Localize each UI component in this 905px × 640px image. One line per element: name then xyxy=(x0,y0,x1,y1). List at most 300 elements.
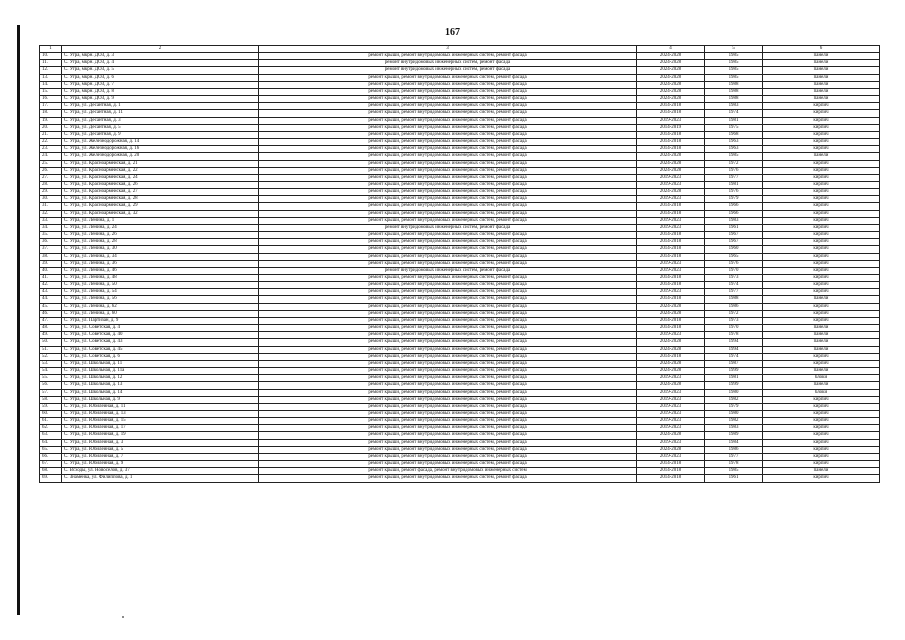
year-built-cell: 1983 xyxy=(705,217,763,224)
address-cell: С. Угра, ул. Красноармейская, д. 28 xyxy=(62,196,259,203)
wall-material-cell: кирпич xyxy=(763,418,880,425)
period-cell: 2024-2028 xyxy=(637,160,705,167)
work-type-cell: ремонт крыши, ремонт внутридомовых инженерных систем, ремонт фасада xyxy=(259,153,637,160)
year-built-cell: 1980 xyxy=(705,410,763,417)
address-cell: С. Угра, ул. Красноармейская, д. 27 xyxy=(62,189,259,196)
work-type-cell: ремонт крыши, ремонт внутридомовых инженерных систем, ремонт фасада xyxy=(259,74,637,81)
address-cell: С. Угра, мкрн. ДОЗ, д. 3 xyxy=(62,53,259,60)
wall-material-cell: кирпич xyxy=(763,210,880,217)
register-table xyxy=(39,45,880,483)
year-built-cell: 1979 xyxy=(705,196,763,203)
table-row xyxy=(40,418,880,425)
period-cell: 2024-2028 xyxy=(637,53,705,60)
address-cell: С. Угра, ул. Красноармейская, д. 22 xyxy=(62,167,259,174)
row-index-cell: 48. xyxy=(40,325,62,332)
year-built-cell: 1966 xyxy=(705,210,763,217)
row-index-cell: 56. xyxy=(40,382,62,389)
table-row xyxy=(40,425,880,432)
address-cell: С. Угра, ул. Юбилейная, д. 15 xyxy=(62,418,259,425)
wall-material-cell: панели xyxy=(763,67,880,74)
work-type-cell: ремонт крыши, ремонт внутридомовых инженерных систем, ремонт фасада xyxy=(259,375,637,382)
row-index-cell: 34. xyxy=(40,224,62,231)
period-cell: 2014-2018 xyxy=(637,253,705,260)
address-cell: С. Угра, ул. Десантная, д. 11 xyxy=(62,110,259,117)
work-type-cell: ремонт крыши, ремонт внутридомовых инженерных систем, ремонт фасада xyxy=(259,196,637,203)
wall-material-cell: кирпич xyxy=(763,303,880,310)
year-built-cell: 1976 xyxy=(705,167,763,174)
address-cell: С. Угра, мкрн. ДОЗ, д. 4 xyxy=(62,60,259,67)
row-index-cell: 51. xyxy=(40,346,62,353)
year-built-cell: 1963 xyxy=(705,146,763,153)
work-type-cell: ремонт внутридомовых инженерных систем, ремонт фасада xyxy=(259,267,637,274)
period-cell: 2019-2023 xyxy=(637,181,705,188)
wall-material-cell: кирпич xyxy=(763,282,880,289)
row-index-cell: 18. xyxy=(40,110,62,117)
work-type-cell: ремонт крыши, ремонт внутридомовых инженерных систем, ремонт фасада xyxy=(259,396,637,403)
address-cell: С. Угра, ул. Ленина, д. 1 xyxy=(62,217,259,224)
period-cell: 2014-2018 xyxy=(637,239,705,246)
year-built-cell: 1985 xyxy=(705,468,763,475)
work-type-cell: ремонт крыши, ремонт внутридомовых инженерных систем, ремонт фасада xyxy=(259,275,637,282)
wall-material-cell: кирпич xyxy=(763,453,880,460)
column-number-header: 5 xyxy=(705,46,763,53)
year-built-cell: 1982 xyxy=(705,396,763,403)
table-row xyxy=(40,375,880,382)
year-built-cell: 1985 xyxy=(705,153,763,160)
table-row xyxy=(40,296,880,303)
wall-material-cell: кирпич xyxy=(763,446,880,453)
year-built-cell: 1994 xyxy=(705,346,763,353)
work-type-cell: ремонт крыши, ремонт внутридомовых инженерных систем, ремонт фасада xyxy=(259,425,637,432)
year-built-cell: 1967 xyxy=(705,232,763,239)
page-number: 167 xyxy=(445,27,460,38)
table-row xyxy=(40,110,880,117)
work-type-cell: ремонт крыши, ремонт внутридомовых инженерных систем, ремонт фасада xyxy=(259,453,637,460)
period-cell: 2019-2023 xyxy=(637,289,705,296)
row-index-cell: 36. xyxy=(40,239,62,246)
table-row xyxy=(40,382,880,389)
period-cell: 2019-2023 xyxy=(637,389,705,396)
work-type-cell: ремонт крыши, ремонт внутридомовых инженерных систем, ремонт фасада xyxy=(259,88,637,95)
wall-material-cell: кирпич xyxy=(763,232,880,239)
address-cell: С. Угра, ул. Красноармейская, д. 29 xyxy=(62,203,259,210)
year-built-cell: 1985 xyxy=(705,67,763,74)
row-index-cell: 43. xyxy=(40,289,62,296)
address-cell: С. Угра, ул. Ленина, д. 26 xyxy=(62,232,259,239)
table-row xyxy=(40,224,880,231)
work-type-cell: ремонт крыши, ремонт внутридомовых инженерных систем, ремонт фасада xyxy=(259,260,637,267)
period-cell: 2014-2018 xyxy=(637,146,705,153)
wall-material-cell: кирпич xyxy=(763,174,880,181)
table-row xyxy=(40,160,880,167)
period-cell: 2019-2023 xyxy=(637,439,705,446)
table-row xyxy=(40,368,880,375)
table-row xyxy=(40,389,880,396)
address-cell: С. Угра, ул. Юбилейная, д. 7 xyxy=(62,453,259,460)
wall-material-cell: кирпич xyxy=(763,117,880,124)
address-cell: С. Угра, ул. Школьная, д. 9 xyxy=(62,396,259,403)
work-type-cell: ремонт крыши, ремонт внутридомовых инженерных систем, ремонт фасада xyxy=(259,232,637,239)
wall-material-cell: кирпич xyxy=(763,196,880,203)
work-type-cell: ремонт крыши, ремонт внутридомовых инженерных систем, ремонт фасада xyxy=(259,461,637,468)
year-built-cell: 1985 xyxy=(705,74,763,81)
period-cell: 2019-2023 xyxy=(637,267,705,274)
row-index-cell: 45. xyxy=(40,303,62,310)
year-built-cell: 1967 xyxy=(705,239,763,246)
wall-material-cell: блоки xyxy=(763,389,880,396)
wall-material-cell: панели xyxy=(763,339,880,346)
year-built-cell: 1984 xyxy=(705,439,763,446)
row-index-cell: 11. xyxy=(40,60,62,67)
table-row xyxy=(40,275,880,282)
row-index-cell: 17. xyxy=(40,103,62,110)
column-number-header: 6 xyxy=(763,46,880,53)
work-type-cell: ремонт крыши, ремонт внутридомовых инженерных систем, ремонт фасада xyxy=(259,181,637,188)
address-cell: С. Угра, ул. Красноармейская, д. 24 xyxy=(62,174,259,181)
wall-material-cell: кирпич xyxy=(763,360,880,367)
table-row xyxy=(40,253,880,260)
period-cell: 2014-2018 xyxy=(637,317,705,324)
table-row xyxy=(40,81,880,88)
work-type-cell: ремонт крыши, ремонт внутридомовых инженерных систем, ремонт фасада xyxy=(259,475,637,482)
year-built-cell: 1994 xyxy=(705,339,763,346)
wall-material-cell: панели xyxy=(763,346,880,353)
wall-material-cell: панели xyxy=(763,296,880,303)
year-built-cell: 1976 xyxy=(705,260,763,267)
work-type-cell: ремонт крыши, ремонт внутридомовых инженерных систем, ремонт фасада xyxy=(259,282,637,289)
table-row xyxy=(40,332,880,339)
table-row xyxy=(40,317,880,324)
address-cell: С. Угра, ул. Юбилейная, д. 3 xyxy=(62,439,259,446)
row-index-cell: 66. xyxy=(40,453,62,460)
year-built-cell: 1988 xyxy=(705,296,763,303)
row-index-cell: 37. xyxy=(40,246,62,253)
scan-speck xyxy=(122,616,124,618)
wall-material-cell: кирпич xyxy=(763,139,880,146)
period-cell: 2019-2023 xyxy=(637,217,705,224)
row-index-cell: 68. xyxy=(40,468,62,475)
year-built-cell: 1974 xyxy=(705,353,763,360)
row-index-cell: 57. xyxy=(40,389,62,396)
address-cell: С. Угра, мкрн. ДОЗ, д. 5 xyxy=(62,67,259,74)
row-index-cell: 32. xyxy=(40,210,62,217)
period-cell: 2024-2028 xyxy=(637,446,705,453)
address-cell: С. Угра, ул. Десантная, д. 1 xyxy=(62,103,259,110)
wall-material-cell: панели xyxy=(763,53,880,60)
work-type-cell: ремонт крыши, ремонт внутридомовых инженерных систем, ремонт фасада xyxy=(259,146,637,153)
address-cell: С. Угра, ул. Красноармейская, д. 32 xyxy=(62,210,259,217)
table-row xyxy=(40,88,880,95)
year-built-cell: 1974 xyxy=(705,282,763,289)
row-index-cell: 42. xyxy=(40,282,62,289)
work-type-cell: ремонт крыши, ремонт внутридомовых инженерных систем, ремонт фасада xyxy=(259,353,637,360)
work-type-cell: ремонт крыши, ремонт внутридомовых инженерных систем, ремонт фасада xyxy=(259,310,637,317)
address-cell: С. Угра, ул. Школьная, д. 13 xyxy=(62,382,259,389)
column-number-header: 1 xyxy=(40,46,62,53)
work-type-cell: ремонт крыши, ремонт внутридомовых инженерных систем, ремонт фасада xyxy=(259,203,637,210)
year-built-cell: 1981 xyxy=(705,181,763,188)
period-cell: 2019-2023 xyxy=(637,403,705,410)
wall-material-cell: кирпич xyxy=(763,181,880,188)
address-cell: С. Угра, ул. Советская, д. 43 xyxy=(62,339,259,346)
wall-material-cell: кирпич xyxy=(763,310,880,317)
wall-material-cell: кирпич xyxy=(763,167,880,174)
table-row xyxy=(40,153,880,160)
period-cell: 2014-2018 xyxy=(637,203,705,210)
table-row xyxy=(40,53,880,60)
work-type-cell: ремонт крыши, ремонт внутридомовых инженерных систем, ремонт фасада xyxy=(259,317,637,324)
year-built-cell: 1965 xyxy=(705,253,763,260)
table-row xyxy=(40,196,880,203)
wall-material-cell: кирпич xyxy=(763,275,880,282)
work-type-cell: ремонт крыши, ремонт внутридомовых инженерных систем, ремонт фасада xyxy=(259,403,637,410)
period-cell: 2014-2018 xyxy=(637,353,705,360)
address-cell: С. Угра, ул. Ленина, д. 60 xyxy=(62,310,259,317)
year-built-cell: 1975 xyxy=(705,124,763,131)
work-type-cell: ремонт крыши, ремонт внутридомовых инженерных систем, ремонт фасада xyxy=(259,210,637,217)
work-type-cell: ремонт крыши, ремонт внутридомовых инженерных систем, ремонт фасада xyxy=(259,439,637,446)
wall-material-cell: панели xyxy=(763,153,880,160)
work-type-cell: ремонт крыши, ремонт внутридомовых инженерных систем, ремонт фасада xyxy=(259,246,637,253)
address-cell: С. Угра, ул. Ленина, д. 56 xyxy=(62,296,259,303)
row-index-cell: 54. xyxy=(40,368,62,375)
year-built-cell: 1970 xyxy=(705,267,763,274)
period-cell: 2024-2028 xyxy=(637,189,705,196)
table-row xyxy=(40,246,880,253)
work-type-cell: ремонт крыши, ремонт внутридомовых инженерных систем, ремонт фасада xyxy=(259,53,637,60)
work-type-cell: ремонт крыши, ремонт внутридомовых инженерных систем, ремонт фасада xyxy=(259,124,637,131)
year-built-cell: 1988 xyxy=(705,96,763,103)
year-built-cell: 1963 xyxy=(705,139,763,146)
row-index-cell: 50. xyxy=(40,339,62,346)
work-type-cell: ремонт крыши, ремонт внутридомовых инженерных систем, ремонт фасада xyxy=(259,339,637,346)
table-header-row xyxy=(40,46,880,53)
year-built-cell: 1981 xyxy=(705,375,763,382)
wall-material-cell: панели xyxy=(763,81,880,88)
table-row xyxy=(40,339,880,346)
table-row xyxy=(40,432,880,439)
year-built-cell: 1985 xyxy=(705,53,763,60)
row-index-cell: 46. xyxy=(40,310,62,317)
year-built-cell: 1986 xyxy=(705,446,763,453)
row-index-cell: 40. xyxy=(40,267,62,274)
year-built-cell: 1970 xyxy=(705,325,763,332)
address-cell: С. Угра, ул. Советская, д. 45 xyxy=(62,346,259,353)
wall-material-cell: кирпич xyxy=(763,432,880,439)
row-index-cell: 27. xyxy=(40,174,62,181)
year-built-cell: 1974 xyxy=(705,110,763,117)
year-built-cell: 1961 xyxy=(705,224,763,231)
table-row xyxy=(40,282,880,289)
year-built-cell: 1988 xyxy=(705,88,763,95)
address-cell: С. Угра, ул. Красноармейская, д. 26 xyxy=(62,181,259,188)
row-index-cell: 33. xyxy=(40,217,62,224)
period-cell: 2019-2023 xyxy=(637,396,705,403)
address-cell: С. Угра, ул. Юбилейная, д. 17 xyxy=(62,425,259,432)
work-type-cell: ремонт крыши, ремонт внутридомовых инженерных систем, ремонт фасада xyxy=(259,239,637,246)
year-built-cell: 1972 xyxy=(705,310,763,317)
table-row xyxy=(40,103,880,110)
row-index-cell: 52. xyxy=(40,353,62,360)
table-row xyxy=(40,360,880,367)
year-built-cell: 1979 xyxy=(705,403,763,410)
work-type-cell: ремонт крыши, ремонт внутридомовых инженерных систем, ремонт фасада xyxy=(259,418,637,425)
period-cell: 2019-2023 xyxy=(637,425,705,432)
table-row xyxy=(40,346,880,353)
table-row xyxy=(40,396,880,403)
row-index-cell: 25. xyxy=(40,160,62,167)
row-index-cell: 59. xyxy=(40,403,62,410)
year-built-cell: 1961 xyxy=(705,475,763,482)
row-index-cell: 47. xyxy=(40,317,62,324)
work-type-cell: ремонт крыши, ремонт внутридомовых инженерных систем, ремонт фасада xyxy=(259,432,637,439)
wall-material-cell: панели xyxy=(763,88,880,95)
wall-material-cell: кирпич xyxy=(763,131,880,138)
year-built-cell: 1977 xyxy=(705,453,763,460)
period-cell: 2024-2028 xyxy=(637,60,705,67)
table-row xyxy=(40,325,880,332)
work-type-cell: ремонт внутридомовых инженерных систем, ремонт фасада xyxy=(259,60,637,67)
row-index-cell: 69. xyxy=(40,475,62,482)
work-type-cell: ремонт крыши, ремонт внутридомовых инженерных систем, ремонт фасада xyxy=(259,167,637,174)
period-cell: 2024-2028 xyxy=(637,96,705,103)
period-cell: 2014-2018 xyxy=(637,468,705,475)
wall-material-cell: блоки xyxy=(763,375,880,382)
address-cell: С. Угра, ул. Советская, д. 4 xyxy=(62,325,259,332)
work-type-cell: ремонт крыши, ремонт внутридомовых инженерных систем, ремонт фасада xyxy=(259,389,637,396)
table-row xyxy=(40,232,880,239)
work-type-cell: ремонт крыши, ремонт внутридомовых инженерных систем, ремонт фасада xyxy=(259,117,637,124)
work-type-cell: ремонт крыши, ремонт внутридомовых инженерных систем, ремонт фасада xyxy=(259,332,637,339)
address-cell: С. Угра, ул. Ленина, д. 48 xyxy=(62,275,259,282)
row-index-cell: 39. xyxy=(40,260,62,267)
table-row xyxy=(40,203,880,210)
work-type-cell: ремонт крыши, ремонт фасада, ремонт внутридомовых инженерных систем xyxy=(259,468,637,475)
table-row xyxy=(40,96,880,103)
wall-material-cell: панели xyxy=(763,60,880,67)
wall-material-cell: панели xyxy=(763,382,880,389)
address-cell: С. Угра, ул. Юбилейная, д. 13 xyxy=(62,410,259,417)
period-cell: 2014-2018 xyxy=(637,246,705,253)
work-type-cell: ремонт крыши, ремонт внутридомовых инженерных систем, ремонт фасада xyxy=(259,303,637,310)
table-row xyxy=(40,117,880,124)
period-cell: 2024-2028 xyxy=(637,167,705,174)
address-cell: С. Угра, ул. Юбилейная, д. 11 xyxy=(62,403,259,410)
wall-material-cell: кирпич xyxy=(763,224,880,231)
period-cell: 2014-2019 xyxy=(637,124,705,131)
work-type-cell: ремонт крыши, ремонт внутридомовых инженерных систем, ремонт фасада xyxy=(259,174,637,181)
address-cell: С. Угра, мкрн. ДОЗ, д. 7 xyxy=(62,81,259,88)
period-cell: 2024-2028 xyxy=(637,339,705,346)
address-cell: С. Угра, ул. Ленина, д. 50 xyxy=(62,282,259,289)
address-cell: С. Угра, ул. Школьная, д. 14 xyxy=(62,389,259,396)
table-row xyxy=(40,131,880,138)
row-index-cell: 28. xyxy=(40,181,62,188)
wall-material-cell: кирпич xyxy=(763,403,880,410)
work-type-cell: ремонт крыши, ремонт внутридомовых инженерных систем, ремонт фасада xyxy=(259,289,637,296)
work-type-cell: ремонт крыши, ремонт внутридомовых инженерных систем, ремонт фасада xyxy=(259,139,637,146)
table-row xyxy=(40,475,880,482)
period-cell: 2014-2018 xyxy=(637,296,705,303)
row-index-cell: 30. xyxy=(40,196,62,203)
year-built-cell: 1972 xyxy=(705,160,763,167)
year-built-cell: 1977 xyxy=(705,174,763,181)
table-row xyxy=(40,310,880,317)
table-row xyxy=(40,303,880,310)
wall-material-cell: кирпич xyxy=(763,246,880,253)
column-number-header: 3 xyxy=(259,46,637,53)
year-built-cell: 1973 xyxy=(705,275,763,282)
work-type-cell: ремонт крыши, ремонт внутридомовых инженерных систем, ремонт фасада xyxy=(259,189,637,196)
table-row xyxy=(40,139,880,146)
column-number-header: 2 xyxy=(62,46,259,53)
wall-material-cell: панели xyxy=(763,74,880,81)
period-cell: 2024-2028 xyxy=(637,88,705,95)
table-row xyxy=(40,239,880,246)
row-index-cell: 65. xyxy=(40,446,62,453)
row-index-cell: 55. xyxy=(40,375,62,382)
year-built-cell: 1980 xyxy=(705,389,763,396)
row-index-cell: 10. xyxy=(40,53,62,60)
period-cell: 2019-2023 xyxy=(637,174,705,181)
address-cell: С. Угра, мкрн. ДОЗ, д. 8 xyxy=(62,88,259,95)
period-cell: 2014-2018 xyxy=(637,110,705,117)
table-row xyxy=(40,446,880,453)
year-built-cell: 1986 xyxy=(705,303,763,310)
wall-material-cell: кирпич xyxy=(763,353,880,360)
row-index-cell: 38. xyxy=(40,253,62,260)
row-index-cell: 23. xyxy=(40,146,62,153)
wall-material-cell: кирпич xyxy=(763,189,880,196)
period-cell: 2024-2028 xyxy=(637,67,705,74)
period-cell: 2024-2028 xyxy=(637,153,705,160)
address-cell: С. Угра, ул. Юбилейная, д. 9 xyxy=(62,461,259,468)
table-row xyxy=(40,210,880,217)
table-row xyxy=(40,124,880,131)
row-index-cell: 49. xyxy=(40,332,62,339)
period-cell: 2014-2018 xyxy=(637,103,705,110)
row-index-cell: 29. xyxy=(40,189,62,196)
period-cell: 2024-2028 xyxy=(637,74,705,81)
wall-material-cell: панели xyxy=(763,96,880,103)
year-built-cell: 1983 xyxy=(705,425,763,432)
table-row xyxy=(40,260,880,267)
row-index-cell: 60. xyxy=(40,410,62,417)
address-cell: С. Угра, ул. Десантная, д. 9 xyxy=(62,131,259,138)
left-margin-rule xyxy=(17,25,20,615)
work-type-cell: ремонт крыши, ремонт внутридомовых инженерных систем, ремонт фасада xyxy=(259,360,637,367)
address-cell: С. Угра, ул. Железнодорожная, д. 16 xyxy=(62,146,259,153)
row-index-cell: 16. xyxy=(40,96,62,103)
row-index-cell: 64. xyxy=(40,439,62,446)
wall-material-cell: кирпич xyxy=(763,146,880,153)
year-built-cell: 1978 xyxy=(705,461,763,468)
wall-material-cell: кирпич xyxy=(763,396,880,403)
year-built-cell: 1968 xyxy=(705,131,763,138)
work-type-cell: ремонт крыши, ремонт внутридомовых инженерных систем, ремонт фасада xyxy=(259,96,637,103)
row-index-cell: 13. xyxy=(40,74,62,81)
address-cell: С. Угра, ул. Ленина, д. 46 xyxy=(62,267,259,274)
table-row xyxy=(40,439,880,446)
address-cell: С. Угра, ул. Красноармейская, д. 21 xyxy=(62,160,259,167)
wall-material-cell: кирпич xyxy=(763,289,880,296)
year-built-cell: 1978 xyxy=(705,332,763,339)
address-cell: С. Угра, ул. Ленина, д. 24 xyxy=(62,224,259,231)
wall-material-cell: кирпич xyxy=(763,475,880,482)
wall-material-cell: кирпич xyxy=(763,124,880,131)
table-row xyxy=(40,267,880,274)
address-cell: С. Угра, ул. Десантная, д. 5 xyxy=(62,124,259,131)
